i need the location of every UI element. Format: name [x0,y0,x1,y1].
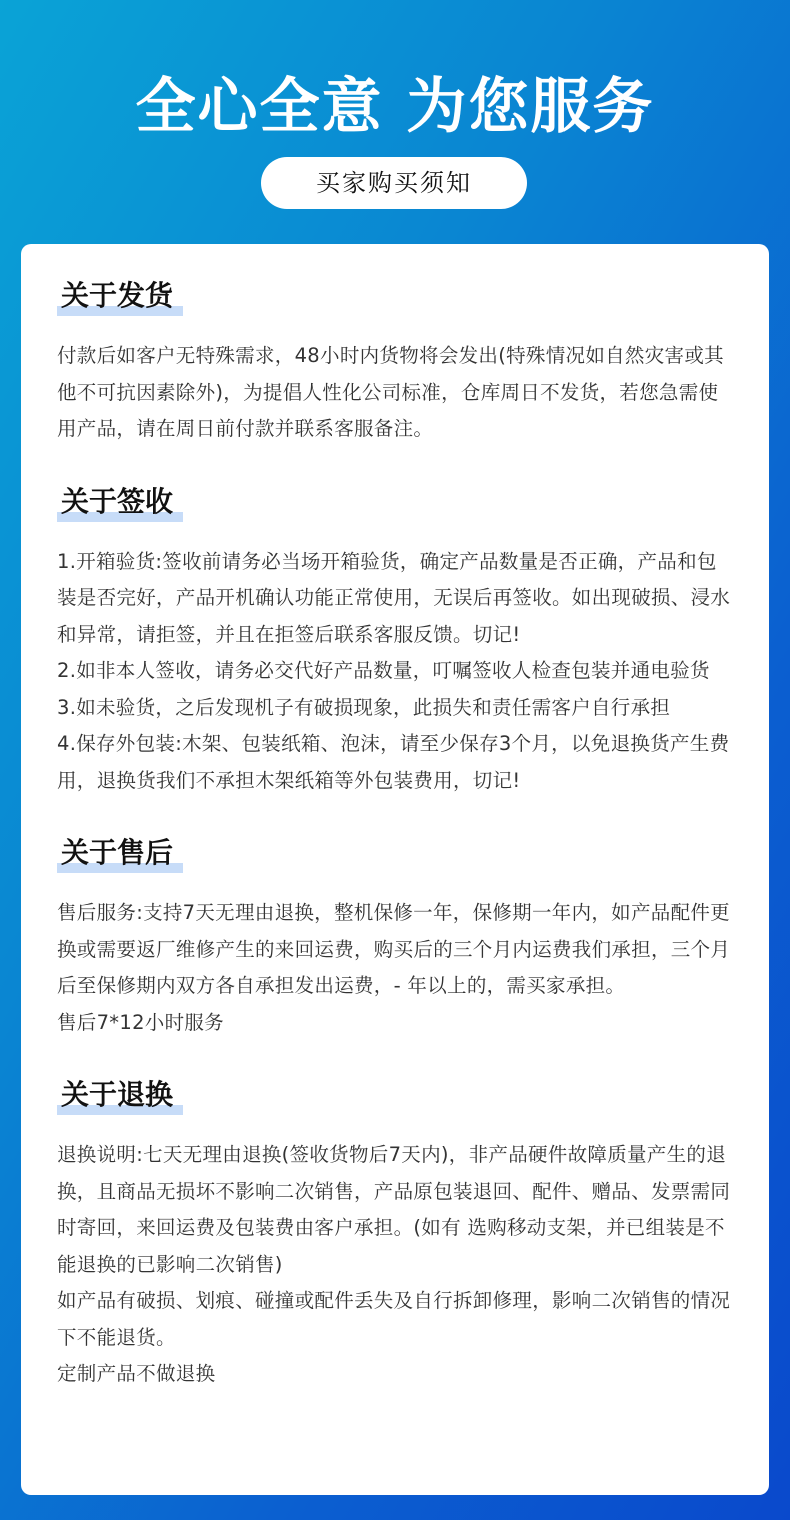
section-paragraph: 3.如未验货，之后发现机子有破损现象，此损失和责任需客户自行承担 [57,695,671,719]
section-paragraph: 退换说明:七天无理由退换(签收货物后7天内)，非产品硬件故障质量产生的退换，且商品无损坏不影响二次销售，产品原包装退回、配件、赠品、发票需同时寄回，来回运费及包装费由客户承担。(如有 选购移动支架，并已组装是不能退换的已影响二次销售) [57,1143,731,1276]
section-paragraph: 定制产品不做退换 [57,1362,216,1385]
section-paragraph: 售后服务:支持7天无理由退换，整机保修一年，保修期一年内，如产品配件更换或需要返厂维修产生的来回运费，购买后的三个月内运费我们承担，三个月后至保修期内双方各自承担发出运费，- 年以上的，需买家承担。 [57,901,731,997]
section-paragraph: 付款后如客户无特殊需求，48小时内货物将会发出(特殊情况如自然灾害或其他不可抗因素除外)，为提倡人性化公司标准，仓库周日不发货，若您急需使用产品，请在周日前付款并联系客服备注。 [57,344,724,440]
section-receipt [57,482,733,800]
subtitle-badge: 买家购买须知 [261,157,527,209]
section-paragraph: 4.保存外包装:木架、包装纸箱、泡沫，请至少保存3个月，以免退换货产生费用，退换货我们不承担木架纸箱等外包装费用，切记! [57,732,730,792]
section-paragraph: 售后7*12小时服务 [57,1010,224,1034]
section-heading: 关于退换 [57,1075,177,1115]
section-shipping [57,276,733,448]
section-paragraph: 2.如非本人签收，请务必交代好产品数量，叮嘱签收人检查包装并通电验货 [57,659,710,682]
notice-card [21,244,769,1495]
section-paragraph: 如产品有破损、划痕、碰撞或配件丢失及自行拆卸修理，影响二次销售的情况下不能退货。 [57,1289,731,1349]
section-returns [57,1075,733,1393]
section-heading: 关于售后 [57,833,177,873]
section-after-sales [57,833,733,1041]
section-heading: 关于签收 [57,482,177,522]
page-title: 全心全意 为您服务 [135,72,655,142]
section-heading: 关于发货 [57,276,177,316]
section-paragraph: 1.开箱验货:签收前请务必当场开箱验货，确定产品数量是否正确，产品和包装是否完好，产品开机确认功能正常使用，无误后再签收。如出现破损、浸水和异常，请拒签，并且在拒签后联系客服反馈。切记! [57,549,731,646]
